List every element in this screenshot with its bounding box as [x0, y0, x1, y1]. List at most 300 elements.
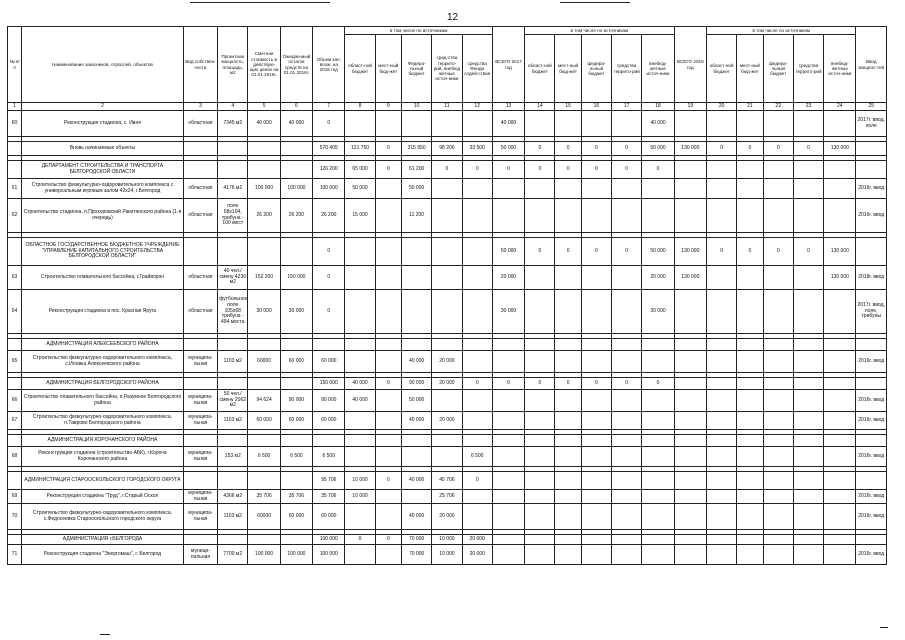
cell-c12: 20 000	[462, 535, 492, 545]
cell-c11	[432, 290, 462, 334]
cell-c21	[737, 266, 763, 290]
cell-v2016: 60 000	[313, 412, 345, 430]
cell-v2016: 60 000	[313, 351, 345, 373]
table-row	[8, 290, 887, 334]
cell-c8: 10 000	[345, 490, 375, 504]
cell-cap: 7345 м2	[218, 111, 248, 137]
cell-c23	[793, 504, 823, 530]
cell-c15	[555, 266, 581, 290]
cell-c13	[492, 339, 524, 351]
cell-cap: 50 чел./ смену 2062 м2	[218, 390, 248, 412]
column-number: 10	[401, 103, 431, 111]
cell-name: АДМИНИСТРАЦИЯ АЛЕКСЕЕВСКОГО РАЙОНА	[22, 339, 184, 351]
cell-c20	[707, 472, 737, 490]
cell-rest: 60 000	[280, 412, 312, 430]
cell-cap: футбольное поле 105х68 трибуна - 494 места	[218, 290, 248, 334]
cell-name: Строительство стадиона, п.Прохоровский Ракитянского района (1-я очередь)	[22, 199, 184, 233]
cell-c10	[401, 339, 431, 351]
column-number: 15	[555, 103, 581, 111]
cell-c23	[793, 535, 823, 545]
cell-c20	[707, 545, 737, 565]
cell-c18	[642, 472, 674, 490]
cell-own	[183, 378, 217, 390]
cell-c13: 40 000	[492, 111, 524, 137]
cell-c12	[462, 351, 492, 373]
cell-c12	[462, 199, 492, 233]
cell-c24	[824, 111, 856, 137]
cell-v2016	[313, 339, 345, 351]
cell-c20	[707, 339, 737, 351]
cell-c10	[401, 447, 431, 467]
column-number: 13	[492, 103, 524, 111]
cell-note: 2016г. ввод	[856, 545, 887, 565]
cell-name: Вновь начинаемые объекты	[22, 142, 184, 156]
cell-c10	[401, 266, 431, 290]
cell-c18	[642, 339, 674, 351]
cell-c14: 0	[525, 161, 555, 179]
cell-c13	[492, 504, 524, 530]
cell-c10	[401, 238, 431, 266]
cell-own: муниципа-льная	[183, 412, 217, 430]
cell-c19	[674, 435, 706, 447]
cell-own	[183, 472, 217, 490]
cell-c22	[763, 545, 793, 565]
cell-own: муници-пальная	[183, 545, 217, 565]
cell-c12	[462, 266, 492, 290]
cell-v2016: 100 000	[313, 545, 345, 565]
cell-c14	[525, 472, 555, 490]
cell-c24	[824, 472, 856, 490]
column-number: 25	[856, 103, 887, 111]
cell-c20	[707, 412, 737, 430]
cell-cap: 7700 м2	[218, 545, 248, 565]
group-row	[8, 435, 887, 447]
cell-c15	[555, 490, 581, 504]
cell-c24	[824, 351, 856, 373]
cell-rest	[280, 378, 312, 390]
cell-own: муниципа-льная	[183, 351, 217, 373]
cell-c9	[375, 545, 401, 565]
cell-c8: 0	[345, 535, 375, 545]
cell-c18: 50 000	[642, 238, 674, 266]
cell-c8	[345, 412, 375, 430]
column-number: 4	[218, 103, 248, 111]
table-row	[8, 199, 887, 233]
cell-c9: 0	[375, 142, 401, 156]
cell-c13: 50 000	[492, 142, 524, 156]
cell-c24	[824, 412, 856, 430]
cell-name: Строительство физкультурно-оздоровительного комплекса с универсальным игровым залом 42х24, г.Белгород	[22, 179, 184, 199]
cell-note	[856, 535, 887, 545]
cell-c17	[612, 490, 642, 504]
cell-c14	[525, 447, 555, 467]
cell-c22	[763, 290, 793, 334]
cell-c13: 0	[492, 161, 524, 179]
cell-c17	[612, 472, 642, 490]
cell-c15	[555, 351, 581, 373]
cell-c11	[432, 238, 462, 266]
cell-c14	[525, 266, 555, 290]
cell-c16	[581, 390, 611, 412]
cell-c20	[707, 435, 737, 447]
page-number: 12	[446, 12, 459, 23]
cell-c14	[525, 339, 555, 351]
cell-c17	[612, 545, 642, 565]
cell-c8	[345, 339, 375, 351]
cell-cost: 100 000	[248, 179, 280, 199]
cell-c11	[432, 390, 462, 412]
cell-c23	[793, 290, 823, 334]
cell-cap	[218, 238, 248, 266]
cell-c11: 0	[432, 161, 462, 179]
cell-c20	[707, 490, 737, 504]
cell-c16	[581, 504, 611, 530]
column-number: 21	[737, 103, 763, 111]
cell-c11: 98 206	[432, 142, 462, 156]
cell-c22	[763, 378, 793, 390]
column-number-row	[8, 103, 887, 111]
cell-c10	[401, 290, 431, 334]
cell-cap	[218, 378, 248, 390]
cell-c20	[707, 351, 737, 373]
cell-n: 62	[8, 199, 22, 233]
cell-c20	[707, 111, 737, 137]
cell-c16	[581, 472, 611, 490]
cell-c13	[492, 179, 524, 199]
cell-c12	[462, 490, 492, 504]
cell-cost: 6 500	[248, 447, 280, 467]
cell-c18: 40 000	[642, 111, 674, 137]
group-row	[8, 238, 887, 266]
cell-c14	[525, 504, 555, 530]
column-number: 12	[462, 103, 492, 111]
header-territory-2016: сред-ства террито-рий, внебюд жетные источ-ники	[432, 35, 462, 103]
cell-rest	[280, 238, 312, 266]
cell-c20: 0	[707, 238, 737, 266]
cell-c15: 0	[555, 238, 581, 266]
cell-c20	[707, 390, 737, 412]
cell-c20	[707, 535, 737, 545]
cell-c21: 0	[737, 238, 763, 266]
cell-v2016: 100 000	[313, 179, 345, 199]
cell-c9	[375, 179, 401, 199]
cell-c20: 0	[707, 142, 737, 156]
cell-c21	[737, 111, 763, 137]
cell-c19	[674, 535, 706, 545]
cell-c17: 0	[612, 142, 642, 156]
cell-own	[183, 339, 217, 351]
cell-c16	[581, 266, 611, 290]
cell-rest	[280, 142, 312, 156]
cell-c11	[432, 339, 462, 351]
cell-c13	[492, 199, 524, 233]
cell-c10: 70 000	[401, 535, 431, 545]
cell-c20	[707, 179, 737, 199]
cell-c18	[642, 535, 674, 545]
cell-c18	[642, 179, 674, 199]
table-row	[8, 490, 887, 504]
cell-c19	[674, 161, 706, 179]
cell-c14	[525, 199, 555, 233]
cell-c15	[555, 390, 581, 412]
cell-c19	[674, 290, 706, 334]
cell-note	[856, 435, 887, 447]
cell-note	[856, 161, 887, 179]
column-number: 7	[313, 103, 345, 111]
cell-c16	[581, 179, 611, 199]
cell-cost: 35 706	[248, 490, 280, 504]
cell-n: 65	[8, 351, 22, 373]
cell-c10	[401, 490, 431, 504]
cell-c21	[737, 490, 763, 504]
cell-c14	[525, 545, 555, 565]
cell-v2016: 95 706	[313, 472, 345, 490]
cell-c23: 0	[793, 142, 823, 156]
cell-cost: 94 624	[248, 390, 280, 412]
cell-name: Реконструкция стадиона "Энергомаш", г. Белгород	[22, 545, 184, 565]
table-row	[8, 266, 887, 290]
cell-c24	[824, 435, 856, 447]
cell-cap	[218, 535, 248, 545]
cell-note: 2016г. ввод	[856, 179, 887, 199]
cell-cost	[248, 435, 280, 447]
cell-cost	[248, 161, 280, 179]
cell-cap	[218, 435, 248, 447]
top-scan-line-left	[190, 2, 330, 3]
header-fund-2016: средства Фонда содей-ствия	[462, 35, 492, 103]
cell-own: областная	[183, 199, 217, 233]
cell-cap: 1103 м2	[218, 351, 248, 373]
cell-c13	[492, 472, 524, 490]
cell-cost: 26 200	[248, 199, 280, 233]
cell-v2016: 26 200	[313, 199, 345, 233]
cell-c21	[737, 412, 763, 430]
cell-c12	[462, 339, 492, 351]
header-local-2018: мест-ный бюд-жет	[737, 35, 763, 103]
cell-name: ОБЛАСТНОЕ ГОСУДАРСТВЕННОЕ БЮДЖЕТНОЕ УЧРЕЖДЕНИЕ "УПРАВЛЕНИЕ КАПИТАЛЬНОГО СТРОИТЕЛЬСТВА БЕЛГОРОДСКОЙ ОБЛАСТИ"	[22, 238, 184, 266]
cell-c16	[581, 111, 611, 137]
cell-own: муниципа-льная	[183, 390, 217, 412]
cell-c10: 11 200	[401, 199, 431, 233]
cell-cost: 60000	[248, 351, 280, 373]
cell-name: Строительство плавательного бассейна, п.Разумное Белгородского района	[22, 390, 184, 412]
cell-c23	[793, 545, 823, 565]
cell-c17	[612, 390, 642, 412]
cell-c21	[737, 290, 763, 334]
cell-c15: 0	[555, 378, 581, 390]
cell-c11	[432, 266, 462, 290]
group-row	[8, 378, 887, 390]
header-number: № п/п	[8, 27, 22, 103]
cell-c16	[581, 351, 611, 373]
cell-cap: 4176 м2	[218, 179, 248, 199]
cell-rest: 35 706	[280, 490, 312, 504]
cell-c24: 130 000	[824, 238, 856, 266]
cell-cap: 4366 м2	[218, 490, 248, 504]
cell-c9	[375, 447, 401, 467]
cell-c19: 130 000	[674, 142, 706, 156]
cell-own: областная	[183, 290, 217, 334]
cell-c8	[345, 266, 375, 290]
cell-c22	[763, 179, 793, 199]
cell-c19	[674, 199, 706, 233]
cell-c24	[824, 378, 856, 390]
column-number: 5	[248, 103, 280, 111]
header-volume-2016: Объем кап. влож. на 2016 год	[313, 27, 345, 103]
table-row	[8, 351, 887, 373]
cell-own: муниципа-льная	[183, 504, 217, 530]
cell-c13: 0	[492, 378, 524, 390]
cell-c20	[707, 266, 737, 290]
cell-n: 63	[8, 266, 22, 290]
cell-c24	[824, 179, 856, 199]
cell-c18: 20 000	[642, 266, 674, 290]
cell-c22	[763, 472, 793, 490]
cell-name: Реконструкция стадиона "Труд", г.Старый Оскол	[22, 490, 184, 504]
cell-n: 68	[8, 447, 22, 467]
column-number: 1	[8, 103, 22, 111]
header-ownership: Вид собствен-ности	[183, 27, 217, 103]
cell-c14: 0	[525, 378, 555, 390]
cell-name: ДЕПАРТАМЕНТ СТРОИТЕЛЬСТВА И ТРАНСПОРТА БЕЛГОРОДСКОЙ ОБЛАСТИ	[22, 161, 184, 179]
table-row	[8, 412, 887, 430]
cell-v2016: 90 000	[313, 390, 345, 412]
cell-n	[8, 238, 22, 266]
table-row	[8, 447, 887, 467]
bottom-scan-mark-left	[100, 634, 110, 635]
cell-cap: поле 68х104, трибуна - 100 мест	[218, 199, 248, 233]
cell-c24: 130 000	[824, 266, 856, 290]
header-regional-2016: област-ной бюджет	[345, 35, 375, 103]
header-sources-2016: в том числе по источникам	[345, 27, 492, 35]
cell-c19	[674, 545, 706, 565]
cell-c17	[612, 435, 642, 447]
cell-c22	[763, 435, 793, 447]
cell-rest	[280, 339, 312, 351]
cell-c20	[707, 161, 737, 179]
header-extrabudget-2018: внебюд-жетные источ-ники	[824, 35, 856, 103]
cell-v2016: 150 000	[313, 378, 345, 390]
cell-n: 69	[8, 490, 22, 504]
cell-rest: 60 000	[280, 504, 312, 530]
cell-cost: 60 000	[248, 412, 280, 430]
cell-rest: 40 000	[280, 111, 312, 137]
cell-note: 2016г. ввод	[856, 390, 887, 412]
cell-c18	[642, 351, 674, 373]
header-regional-2017: област-ной бюджет	[525, 35, 555, 103]
cell-cap: 40 чел./смену 4236 м2	[218, 266, 248, 290]
cell-c15	[555, 412, 581, 430]
cell-name: Реконструкция стадиона в пос. Красная Яруга	[22, 290, 184, 334]
header-capacity: Проектная мощность, площадь, м2	[218, 27, 248, 103]
cell-c18	[642, 447, 674, 467]
header-object-name: Наименование заказчиков, отраслей, объектов	[22, 27, 184, 103]
cell-cap	[218, 472, 248, 490]
cell-c8: 40 000	[345, 378, 375, 390]
cell-c14: 0	[525, 238, 555, 266]
cell-c18	[642, 504, 674, 530]
cell-c12: 20 000	[462, 545, 492, 565]
table-row	[8, 504, 887, 530]
column-number: 24	[824, 103, 856, 111]
cell-c19	[674, 504, 706, 530]
cell-c23	[793, 266, 823, 290]
cell-c9	[375, 339, 401, 351]
cell-n	[8, 472, 22, 490]
cell-c21	[737, 199, 763, 233]
cell-c15	[555, 179, 581, 199]
cell-c18: 50 000	[642, 142, 674, 156]
cell-c17	[612, 535, 642, 545]
cell-c16	[581, 339, 611, 351]
cell-own	[183, 161, 217, 179]
cell-c19	[674, 351, 706, 373]
cell-c11	[432, 111, 462, 137]
cell-c8	[345, 290, 375, 334]
header-federal-2016: Федера-льный бюджет	[401, 35, 431, 103]
cell-v2016: 35 706	[313, 490, 345, 504]
cell-c10: 50 000	[401, 179, 431, 199]
cell-note: 2016г. ввод	[856, 199, 887, 233]
cell-cap	[218, 161, 248, 179]
cell-rest: 60 000	[280, 351, 312, 373]
cell-rest: 100 000	[280, 179, 312, 199]
cell-c22	[763, 266, 793, 290]
cell-own	[183, 435, 217, 447]
column-number: 2	[22, 103, 184, 111]
cell-c8: 15 000	[345, 199, 375, 233]
cell-rest	[280, 472, 312, 490]
table-row	[8, 111, 887, 137]
cell-c24	[824, 545, 856, 565]
cell-name: АДМИНИСТРАЦИЯ г.БЕЛГОРОДА	[22, 535, 184, 545]
cell-rest	[280, 535, 312, 545]
header-local-2016: мест-ный бюд-жет	[375, 35, 401, 103]
cell-note	[856, 339, 887, 351]
cell-v2016: 570 405	[313, 142, 345, 156]
cell-c23	[793, 378, 823, 390]
cell-note	[856, 142, 887, 156]
cell-c18: 30 000	[642, 290, 674, 334]
cell-c15	[555, 199, 581, 233]
cell-c24	[824, 535, 856, 545]
cell-c10: 315 950	[401, 142, 431, 156]
cell-rest: 100 000	[280, 545, 312, 565]
cell-c10: 40 000	[401, 504, 431, 530]
header-estimated-cost: Сметная стоимость в действую-щих ценах на 01.01.2016г.	[248, 27, 280, 103]
cell-name: АДМИНИСТРАЦИЯ КОРОЧАНСКОГО РАЙОНА	[22, 435, 184, 447]
top-scan-line-right	[560, 2, 630, 3]
cell-v2016: 0	[313, 111, 345, 137]
cell-n	[8, 535, 22, 545]
cell-c10: 90 000	[401, 378, 431, 390]
cell-name: Строительство физкультурно-оздоровительного комплекса, с.Федосеевка Старооскольского городского округа	[22, 504, 184, 530]
cell-note: 2016г. ввод	[856, 504, 887, 530]
cell-cost: 152 200	[248, 266, 280, 290]
cell-c18: 0	[642, 161, 674, 179]
cell-c24	[824, 161, 856, 179]
cell-c16	[581, 545, 611, 565]
column-number: 18	[642, 103, 674, 111]
cell-c13	[492, 435, 524, 447]
cell-c20	[707, 199, 737, 233]
cell-c23	[793, 351, 823, 373]
group-row	[8, 161, 887, 179]
cell-c24	[824, 490, 856, 504]
cell-c9	[375, 238, 401, 266]
cell-c23	[793, 199, 823, 233]
cell-c14	[525, 535, 555, 545]
